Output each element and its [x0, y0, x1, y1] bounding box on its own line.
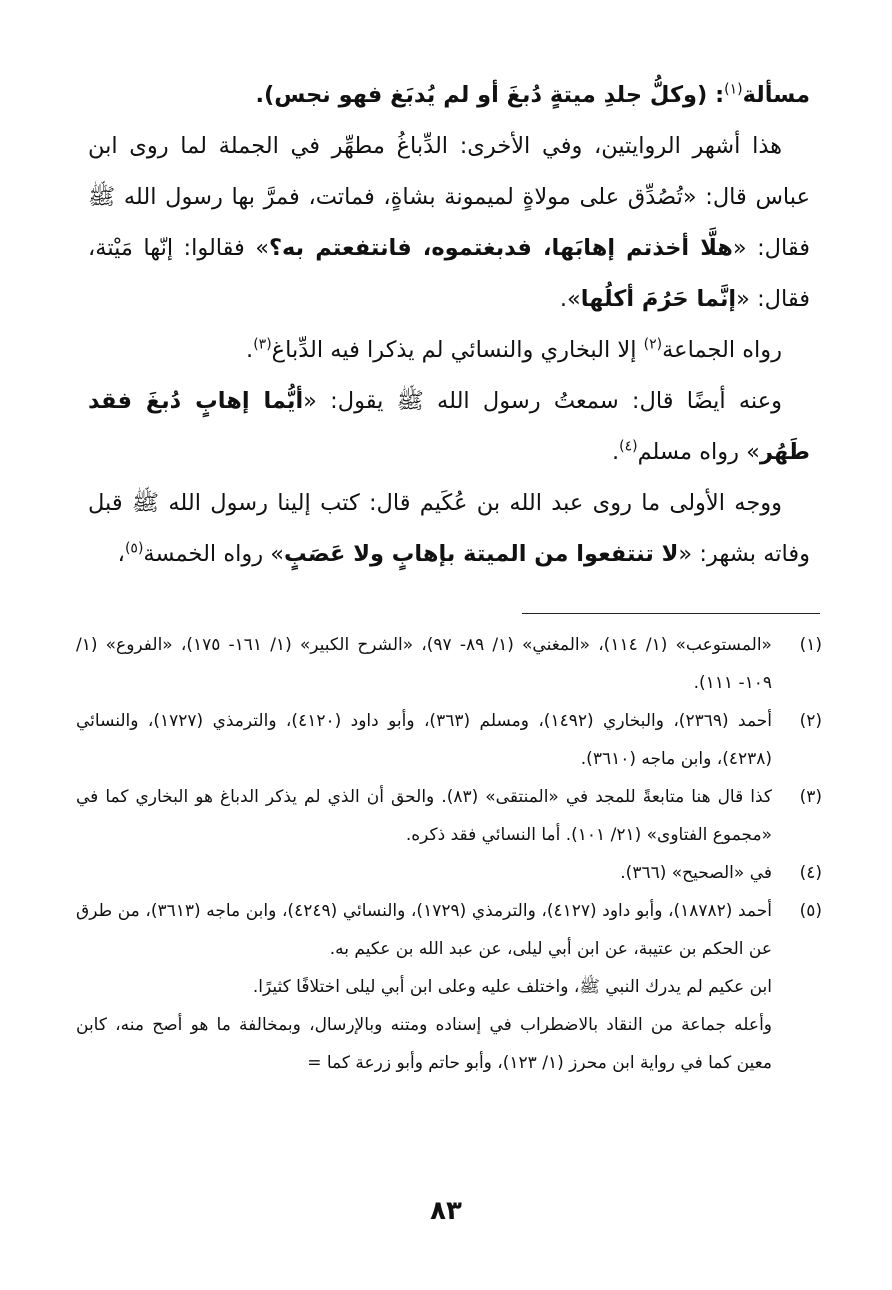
- footnote-text: وأعله جماعة من النقاد بالاضطراب في إسناده ومتنه وبالإرسال، وبمخالفة ما هو أصح منه، كابن معين كما في رواية ابن محرز (١/ ١٢٣)، وأبو حاتم وأبو زرعة كما =: [76, 1015, 772, 1073]
- footnote-text: «المستوعب» (١/ ١١٤)، «المغني» (١/ ٨٩- ٩٧)، «الشرح الكبير» (١/ ١٦١- ١٧٥)، «الفروع» (١/ ١٠٩- ١١١).: [76, 635, 772, 693]
- footnote-number: (٤): [799, 863, 822, 883]
- issue-label: مسألة: [742, 82, 810, 108]
- footnote-text: ابن عكيم لم يدرك النبي ﷺ، واختلف عليه وعلى ابن أبي ليلى اختلافًا كثيرًا.: [252, 977, 772, 997]
- footnote-separator: [522, 613, 820, 614]
- footnote-number: (١): [799, 635, 822, 655]
- footnote-ref: (١): [724, 81, 743, 98]
- hadith-quote: هلَّا أخذتم إهابَها، فدبغتموه، فانتفعتم به؟: [268, 235, 733, 261]
- paragraph: ووجه الأولى ما روى عبد الله بن عُكَيم قال: كتب إلينا رسول الله ﷺ قبل وفاته بشهر: «لا تنتفعوا من الميتة بإهابٍ ولا عَصَبٍ» رواه الخمسة$^{(٥)}$،: [88, 490, 810, 567]
- issue-heading: مسألة$^{(١)}$: (وكلُّ جلدِ ميتةٍ دُبغَ أو لم يُدبَغ فهو نجس).: [255, 81, 810, 108]
- footnote-number: (٥): [799, 901, 822, 921]
- hadith-quote: إنَّما حَرُمَ أكلُها: [580, 286, 737, 312]
- footnote-ref: (٢): [643, 336, 663, 353]
- footnote: [76, 854, 822, 892]
- footnote: [76, 626, 822, 702]
- footnote-ref: (٥): [124, 540, 144, 557]
- footnote: [76, 778, 822, 854]
- footnote: [76, 892, 822, 1082]
- footnotes: [76, 626, 822, 1082]
- paragraph: وعنه أيضًا قال: سمعتُ رسول الله ﷺ يقول: «أيُّما إهابٍ دُبغَ فقد طَهُر» رواه مسلم$^{(٤)}$.: [88, 388, 810, 465]
- footnote-text: في «الصحيح» (٣٦٦).: [620, 863, 772, 883]
- paragraph: هذا أشهر الروايتين، وفي الأخرى: الدِّباغُ مطهِّر في الجملة لما روى ابن عباس قال: «تُصُدِّق على مولاةٍ لميمونة بشاةٍ، فماتت، فمرَّ بها رسول الله ﷺ فقال: «هلَّا أخذتم إهابَها، فدبغتموه، فانتفعتم به؟» فقالوا: إنّها مَيْتة، فقال: «إنَّما حَرُمَ أكلُها».: [88, 133, 810, 312]
- footnote-text: كذا قال هنا متابعةً للمجد في «المنتقى» (٨٣). والحق أن الذي لم يذكر الدباغ هو البخاري كما في «مجموع الفتاوى» (٢١/ ١٠١). أما النسائي فقد ذكره.: [76, 787, 773, 845]
- footnote-text: أحمد (٢٣٦٩)، والبخاري (١٤٩٢)، ومسلم (٣٦٣)، وأبو داود (٤١٢٠)، والترمذي (١٧٢٧)، والنسائي (٤٢٣٨)، وابن ماجه (٣٦١٠).: [76, 711, 772, 769]
- footnote-number: (٣): [799, 787, 822, 807]
- paragraph: رواه الجماعة$^{(٢)}$ إلا البخاري والنسائي لم يذكرا فيه الدِّباغ$^{(٣)}$.: [246, 336, 782, 363]
- issue-statement: (وكلُّ جلدِ ميتةٍ دُبغَ أو لم يُدبَغ فهو نجس).: [255, 82, 708, 108]
- footnote-ref: (٤): [619, 438, 638, 455]
- hadith-quote: لا تنتفعوا من الميتة بإهابٍ ولا عَصَبٍ: [284, 541, 679, 567]
- page-number: ٨٣: [430, 1196, 462, 1226]
- main-text: [88, 70, 810, 580]
- footnote-text: أحمد (١٨٧٨٢)، وأبو داود (٤١٢٧)، والترمذي (١٧٢٩)، والنسائي (٤٢٤٩)، وابن ماجه (٣٦١٣)، من طرق عن الحكم بن عتيبة، عن ابن أبي ليلى، عن عبد الله بن عكيم به.: [76, 901, 772, 959]
- footnote-number: (٢): [799, 711, 822, 731]
- footnote-ref: (٣): [253, 336, 272, 353]
- footnote: [76, 702, 822, 778]
- hadith-quote: أيُّما إهابٍ دُبغَ فقد طَهُر: [88, 388, 810, 465]
